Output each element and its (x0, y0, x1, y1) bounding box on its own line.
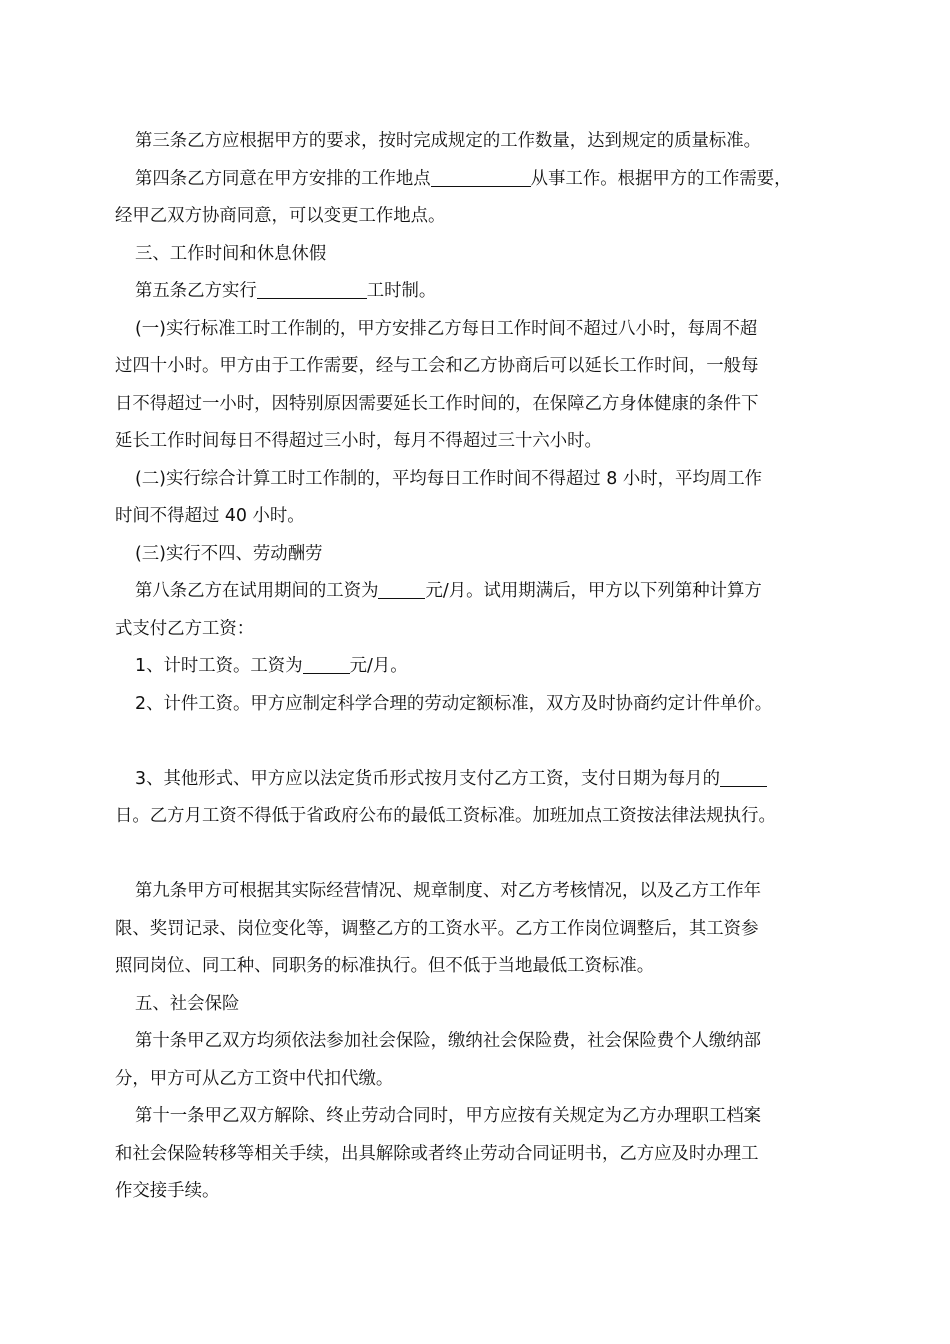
item-1-text-a: 1、计时工资。工资为 (135, 656, 303, 676)
working-hours-system-blank (257, 280, 367, 299)
probation-wage-blank (378, 580, 425, 599)
paragraph-3 (115, 536, 850, 574)
article-9-text-2: 限、奖罚记录、岗位变化等，调整乙方的工资水平。乙方工作岗位调整后，其工资参 (115, 918, 759, 939)
paragraph-2-text-1: (二)实行综合计算工时工作制的，平均每日工作时间不得超过 8 小时，平均周工作 (135, 468, 762, 489)
article-4-text-c: 经甲乙双方协商同意，可以变更工作地点。 (115, 206, 446, 226)
item-2-text: 2、计件工资。甲方应制定科学合理的劳动定额标准，双方及时协商约定计件单价。 (135, 693, 773, 714)
article-3-text: 第三条乙方应根据甲方的要求，按时完成规定的工作数量，达到规定的质量标准。 (135, 131, 762, 151)
item-2 (115, 686, 850, 724)
article-11-text-1: 第十一条甲乙双方解除、终止劳动合同时，甲方应按有关规定为乙方办理职工档案 (135, 1106, 762, 1126)
item-3-text-a: 3、其他形式、甲方应以法定货币形式按月支付乙方工资，支付日期为每月的 (135, 768, 720, 789)
paragraph-1-text-2: 过四十小时。甲方由于工作需要，经与工会和乙方协商后可以延长工作时间，一般每 (115, 356, 759, 376)
paragraph-1-line-4 (115, 423, 850, 461)
article-9-text-1: 第九条甲方可根据其实际经营情况、规章制度、对乙方考核情况，以及乙方工作年 (135, 881, 762, 901)
paragraph-1-text-1: (一)实行标准工时工作制的，甲方安排乙方每日工作时间不超过八小时，每周不超 (135, 318, 758, 339)
document-body (115, 123, 850, 1211)
paragraph-2-text-2: 时间不得超过 40 小时。 (115, 506, 305, 526)
article-9-text-3: 照同岗位、同工种、同职务的标准执行。但不低于当地最低工资标准。 (115, 956, 655, 976)
pay-day-blank (720, 767, 767, 786)
paragraph-1-text-3: 日不得超过一小时，因特别原因需要延长工作时间的，在保障乙方身体健康的条件下 (115, 393, 759, 414)
article-10-text-2: 分，甲方可从乙方工资中代扣代缴。 (115, 1068, 394, 1089)
article-10-line-2 (115, 1061, 850, 1099)
article-5-text-b: 工时制。 (366, 281, 437, 301)
article-11-text-2: 和社会保险转移等相关手续，出具解除或者终止劳动合同证明书，乙方应及时办理工 (115, 1143, 759, 1164)
article-10-line-1 (115, 1023, 850, 1061)
article-10-text-1: 第十条甲乙双方均须依法参加社会保险，缴纳社会保险费，社会保险费个人缴纳部 (135, 1031, 762, 1051)
article-4 (115, 161, 850, 199)
paragraph-3-text: (三)实行不四、劳动酬劳 (135, 543, 323, 564)
article-11-line-1 (115, 1098, 850, 1136)
article-11-line-2 (115, 1136, 850, 1174)
workplace-blank (431, 167, 531, 186)
blank-line (115, 836, 850, 874)
section-5-title: 五、社会保险 (135, 993, 240, 1014)
article-8-text-a: 第八条乙方在试用期间的工资为 (135, 581, 379, 601)
article-4-continued (115, 198, 850, 236)
article-5 (115, 273, 850, 311)
article-8-text-c: 式支付乙方工资： (115, 618, 255, 639)
article-8 (115, 573, 850, 611)
item-1-text-b: 元/月。 (349, 656, 408, 676)
paragraph-1-line-2 (115, 348, 850, 386)
article-8-continued (115, 611, 850, 649)
article-5-text-a: 第五条乙方实行 (135, 281, 257, 301)
section-3-title: 三、工作时间和休息休假 (135, 243, 327, 264)
article-11-line-3 (115, 1173, 850, 1211)
paragraph-1-line-1 (115, 311, 850, 349)
item-3-continued (115, 798, 850, 836)
section-3-heading (115, 236, 850, 274)
article-11-text-3: 作交接手续。 (115, 1181, 220, 1201)
item-1 (115, 648, 850, 686)
article-9-line-2 (115, 911, 850, 949)
paragraph-1-text-4: 延长工作时间每日不得超过三小时，每月不得超过三十六小时。 (115, 431, 602, 451)
time-wage-blank (303, 655, 350, 674)
blank-line (115, 723, 850, 761)
article-3 (115, 123, 850, 161)
article-9-line-3 (115, 948, 850, 986)
article-9-line-1 (115, 873, 850, 911)
paragraph-2-line-1 (115, 461, 850, 499)
paragraph-2-line-2 (115, 498, 850, 536)
item-3 (115, 761, 850, 799)
section-5-heading (115, 986, 850, 1024)
article-4-text-b: 从事工作。根据甲方的工作需要， (530, 168, 792, 189)
item-3-text-b: 日。乙方月工资不得低于省政府公布的最低工资标准。加班加点工资按法律法规执行。 (115, 806, 776, 826)
article-8-text-b: 元/月。试用期满后，甲方以下列第种计算方 (425, 581, 762, 601)
paragraph-1-line-3 (115, 386, 850, 424)
article-4-text-a: 第四条乙方同意在甲方安排的工作地点 (135, 168, 431, 189)
